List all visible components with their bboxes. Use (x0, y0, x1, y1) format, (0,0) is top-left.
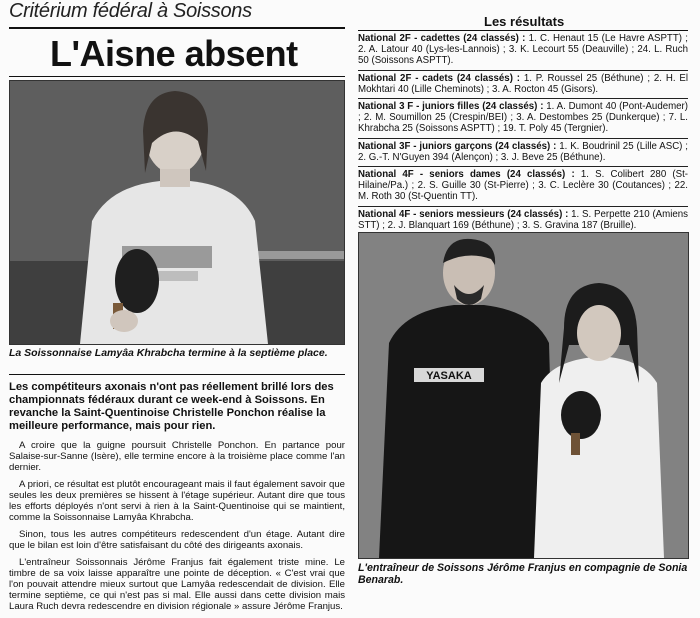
article-kicker: Critérium fédéral à Soissons (9, 0, 252, 22)
result-category: National 2F - cadettes (24 classés) : (358, 33, 526, 44)
result-entry (358, 207, 688, 234)
body-paragraph: A priori, ce résultat est plutôt encourageant mais il faut également savoir que seules les deux premières se hissent à l'étage supérieur. Autant dire que tous les efforts déployés n'ont servi à rien à la Saint-Quentinoise qui se maintient, comme la Soissonnaise Lamyâa Khrabcha. (9, 479, 345, 523)
result-category: National 4F - seniors dames (24 classés) : (358, 169, 575, 181)
shirt-logo-text: YASAKA (426, 370, 472, 382)
photo-franjus-benarab (358, 232, 689, 559)
photo-lamyaa-khrabcha (9, 80, 345, 345)
results-title: Les résultats (484, 14, 565, 29)
result-entry (358, 167, 688, 207)
photo1-caption: La Soissonnaise Lamyâa Khrabcha termine à la septième place. (9, 347, 328, 359)
result-category: National 2F - cadets (24 classés) : (358, 72, 520, 84)
result-entry (358, 31, 688, 71)
body-paragraph: A croire que la guigne poursuit Christelle Ponchon. En partance pour Salaise-sur-Sanne (Isère), elle termine encore à la troisième place comme l'an dernier. (9, 440, 345, 473)
result-text: 1. K. Boudrinil 25 (Lille ASC) ; 2. G.-T. N'Guyen 394 (Alençon) ; 3. J. Beve 25 (Béthune). (358, 140, 688, 163)
result-entry (358, 71, 688, 99)
article-body (9, 440, 345, 618)
result-entry (358, 139, 688, 167)
result-text: 1. S. Perpette 210 (Amiens STT) ; 2. J. Blanquart 169 (Béthune) ; 3. S. Gravina 187 (Bruille). (358, 208, 688, 231)
photo2-caption: L'entraîneur de Soissons Jérôme Franjus en compagnie de Sonia Benarab. (358, 562, 688, 586)
result-category: National 3 F - juniors filles (24 classés) : (358, 101, 544, 113)
result-text: 1. P. Roussel 25 (Béthune) ; 2. H. El Mokhtari 40 (Lille Cheminots) ; 3. A. Rocton 45 (Gisors). (358, 72, 688, 95)
headline-rule (9, 76, 345, 77)
kicker-rule (9, 27, 345, 29)
result-text: 1. S. Colibert 280 (St-Hilaine/Pa.) ; 2. S. Guille 30 (St-Pierre) ; 3. C. Leclère 30 (Coutances) ; 22. M. Roth 30 (St-Quentin TT). (358, 169, 689, 203)
body-paragraph: Sinon, tous les autres compétiteurs redescendent d'un étage. Autant dire que le bilan est loin d'être satisfaisant du côté des dirigeants axonais. (9, 529, 345, 551)
caption1-rule (9, 374, 345, 375)
article-lead: Les compétiteurs axonais n'ont pas réellement brillé lors des championnats fédéraux durant ce week-end à Soissons. En revanche la Saint-Quentinoise Christelle Ponchon réalise la meilleure performance, mais pour rien. (9, 381, 334, 432)
body-paragraph: L'entraîneur Soissonnais Jérôme Franjus fait également triste mine. Le timbre de sa voix laisse apparaître une pointe de déception. « C'est vrai que l'on pouvait attendre mieux surtout que Lamyâa redescendait de division. Elle termine septième, ce qui n'est pas si mal. Elle aussi dans cette division mais Laura Ruch devra redescendre en division régionale » assure Jérôme Franjus. (9, 557, 345, 612)
result-category: National 4F - seniors messieurs (24 classés) : (358, 208, 569, 220)
result-text: 1. C. Henaut 15 (Le Havre ASPTT) ; 2. A. Latour 40 (Lys-les-Lannois) ; 3. K. Lecourt 55 (Deauville) ; 24. L. Ruch 50 (Soissons ASPTT). (358, 33, 688, 67)
article-headline: L'Aisne absent (50, 33, 298, 74)
result-text: 1. A. Dumont 40 (Pont-Audemer) ; 2. M. Soumillon 25 (Crespin/BEI) ; 3. A. Destombes 25 (Dunkerque) ; 7. L. Khrabcha 25 (Soissons ASPTT) ; 19. T. Poly 45 (Tergnier). (358, 101, 688, 135)
result-entry (358, 99, 688, 139)
result-category: National 3F - juniors garçons (24 classés) : (358, 140, 557, 152)
photo-coach-illustration (359, 233, 688, 558)
photo-lamyaa-illustration (10, 81, 344, 344)
results-list (358, 31, 688, 234)
